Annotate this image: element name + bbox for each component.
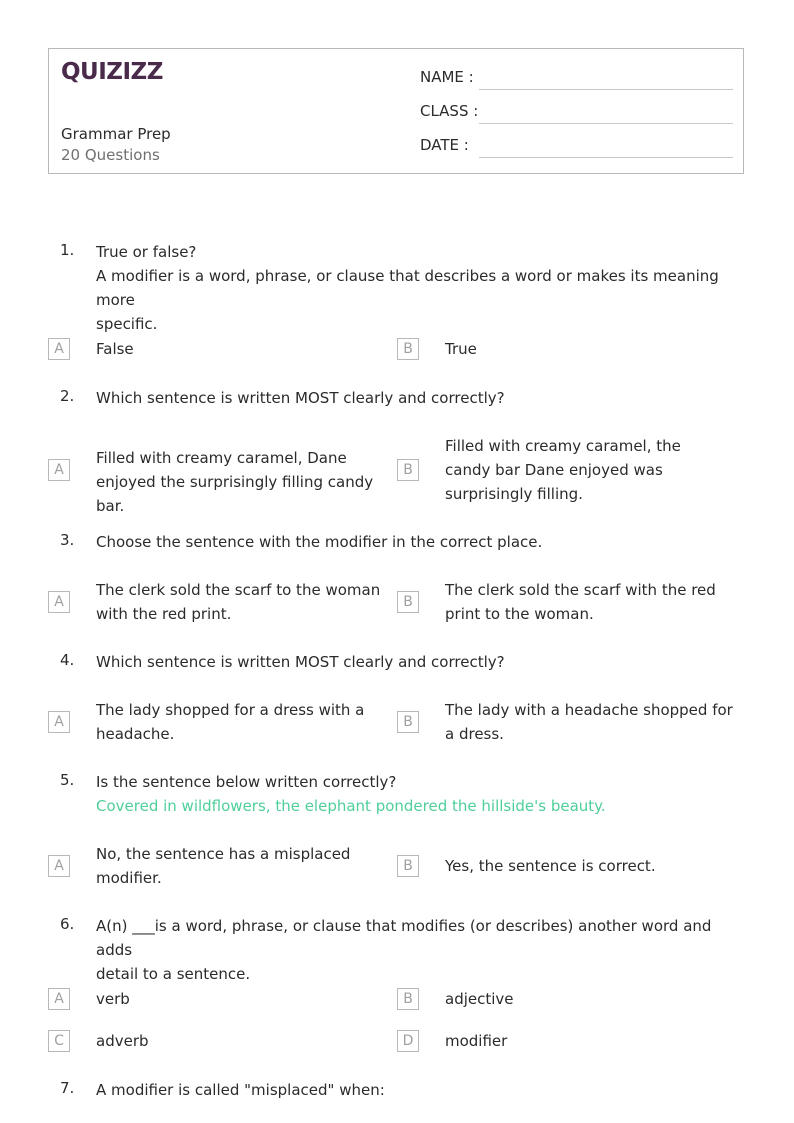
option-letter-box[interactable]: B (397, 591, 419, 613)
question-text (96, 240, 748, 336)
name-line[interactable] (479, 89, 733, 90)
question-text (96, 770, 748, 818)
question-count: 20 Questions (61, 146, 160, 164)
quizizz-logo: QUIZIZZ (61, 59, 163, 85)
date-label: DATE : (420, 136, 469, 154)
question-line: detail to a sentence. (96, 965, 251, 983)
option-text[interactable]: Filled with creamy caramel, Dane enjoyed the surprisingly filling candy bar. (96, 449, 374, 515)
option-text[interactable]: modifier (445, 1032, 508, 1050)
option-text[interactable]: The lady with a headache shopped for a dress. (445, 701, 733, 743)
option-text[interactable]: The clerk sold the scarf to the woman with the red print. (96, 581, 381, 623)
worksheet-title: Grammar Prep (61, 125, 171, 143)
option-letter-box[interactable]: D (397, 1030, 419, 1052)
option-text[interactable]: The lady shopped for a dress with a headache. (96, 701, 365, 743)
question-line: True or false? (96, 243, 197, 261)
option-text[interactable]: The clerk sold the scarf with the red print to the woman. (445, 581, 716, 623)
question-line: A modifier is a word, phrase, or clause that describes a word or makes its meaning more (96, 267, 719, 309)
question-line: A modifier is called "misplaced" when: (96, 1081, 385, 1099)
option-text[interactable]: adverb (96, 1032, 149, 1050)
question-text (96, 650, 748, 674)
question-number: 4. (60, 651, 75, 669)
class-line[interactable] (479, 123, 733, 124)
option-text[interactable]: No, the sentence has a misplaced modifier. (96, 845, 351, 887)
question-text (96, 914, 748, 986)
question-text (96, 1078, 748, 1102)
question-text (96, 386, 748, 410)
option-letter-box[interactable]: A (48, 591, 70, 613)
question-line: Which sentence is written MOST clearly and correctly? (96, 653, 505, 671)
class-label: CLASS : (420, 102, 479, 120)
option-letter-box[interactable]: B (397, 459, 419, 481)
question-line: Which sentence is written MOST clearly and correctly? (96, 389, 505, 407)
option-letter-box[interactable]: A (48, 338, 70, 360)
option-letter-box[interactable]: B (397, 855, 419, 877)
option-letter-box[interactable]: A (48, 711, 70, 733)
question-line: A(n) ___is a word, phrase, or clause that modifies (or describes) another word and adds (96, 917, 712, 959)
option-letter-box[interactable]: C (48, 1030, 70, 1052)
option-text[interactable]: False (96, 340, 134, 358)
name-label: NAME : (420, 68, 474, 86)
option-letter-box[interactable]: B (397, 338, 419, 360)
option-letter-box[interactable]: A (48, 988, 70, 1010)
option-text[interactable]: True (445, 340, 477, 358)
option-text[interactable]: adjective (445, 990, 514, 1008)
option-letter-box[interactable]: A (48, 855, 70, 877)
option-text[interactable]: verb (96, 990, 130, 1008)
question-number: 5. (60, 771, 75, 789)
option-text[interactable]: Yes, the sentence is correct. (445, 857, 656, 875)
question-text (96, 530, 748, 554)
option-letter-box[interactable]: B (397, 711, 419, 733)
question-line: Is the sentence below written correctly? (96, 773, 397, 791)
question-line: specific. (96, 315, 158, 333)
question-number: 1. (60, 241, 75, 259)
option-text[interactable]: Filled with creamy caramel, the candy bar Dane enjoyed was surprisingly filling. (445, 437, 681, 503)
date-line[interactable] (479, 157, 733, 158)
worksheet-header (48, 48, 744, 174)
option-letter-box[interactable]: B (397, 988, 419, 1010)
option-letter-box[interactable]: A (48, 459, 70, 481)
question-number: 3. (60, 531, 75, 549)
example-sentence: Covered in wildflowers, the elephant pondered the hillside's beauty. (96, 797, 606, 815)
question-line: Choose the sentence with the modifier in the correct place. (96, 533, 543, 551)
question-number: 6. (60, 915, 75, 933)
question-number: 7. (60, 1079, 75, 1097)
question-number: 2. (60, 387, 75, 405)
